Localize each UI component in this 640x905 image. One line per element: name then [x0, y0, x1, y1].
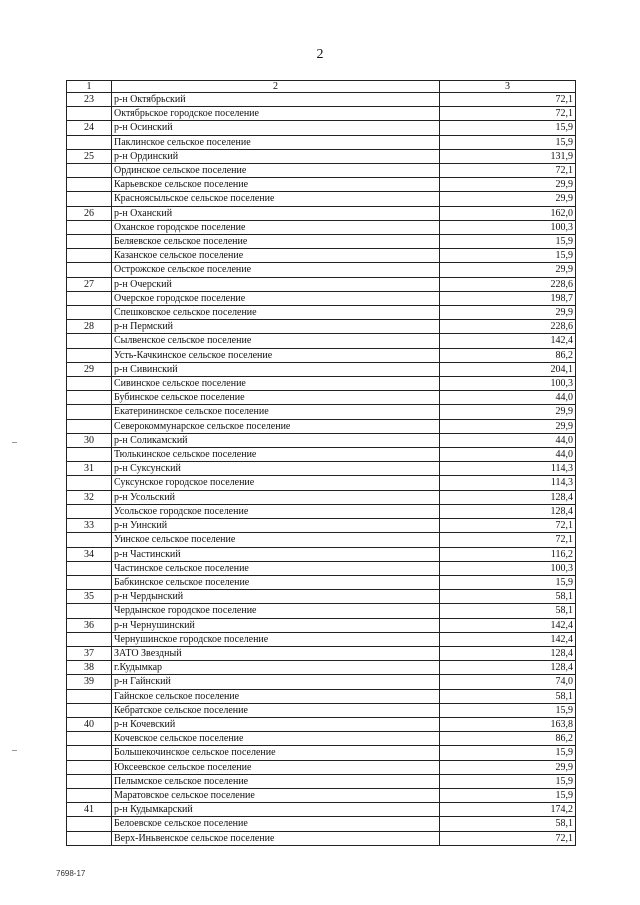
table-row: [67, 590, 576, 604]
amount-value: 128,4: [440, 646, 576, 660]
table-row: [67, 604, 576, 618]
amount-value: 44,0: [440, 391, 576, 405]
row-number: [67, 391, 112, 405]
row-number: [67, 249, 112, 263]
table-row: [67, 618, 576, 632]
territory-name: Екатерининское сельское поселение: [112, 405, 440, 419]
territory-name: р-н Кочевский: [112, 717, 440, 731]
table-row: [67, 547, 576, 561]
table-row: [67, 675, 576, 689]
table-row: [67, 803, 576, 817]
territory-name: Сылвенское сельское поселение: [112, 334, 440, 348]
amount-value: 44,0: [440, 433, 576, 447]
table-row: [67, 689, 576, 703]
territory-name: Уинское сельское поселение: [112, 533, 440, 547]
row-number: [67, 831, 112, 845]
table-row: [67, 235, 576, 249]
amount-value: 15,9: [440, 703, 576, 717]
amount-value: 58,1: [440, 689, 576, 703]
table-row: [67, 533, 576, 547]
amount-value: 72,1: [440, 93, 576, 107]
amount-value: 15,9: [440, 235, 576, 249]
amount-value: 114,3: [440, 462, 576, 476]
territory-name: р-н Уинский: [112, 519, 440, 533]
row-number: [67, 220, 112, 234]
amount-value: 15,9: [440, 788, 576, 802]
row-number: [67, 107, 112, 121]
row-number: [67, 306, 112, 320]
amount-value: 142,4: [440, 334, 576, 348]
amount-value: 72,1: [440, 533, 576, 547]
amount-value: 58,1: [440, 604, 576, 618]
row-number: [67, 561, 112, 575]
table-row: [67, 788, 576, 802]
table-row: [67, 490, 576, 504]
territory-name: Карьевское сельское поселение: [112, 178, 440, 192]
row-number: 31: [67, 462, 112, 476]
row-number: [67, 689, 112, 703]
territory-name: Верх-Иньвенское сельское поселение: [112, 831, 440, 845]
territory-name: г.Кудымкар: [112, 661, 440, 675]
territory-name: Бабкинское сельское поселение: [112, 575, 440, 589]
territory-name: Гайнское сельское поселение: [112, 689, 440, 703]
amount-value: 58,1: [440, 817, 576, 831]
table-row: [67, 362, 576, 376]
amount-value: 15,9: [440, 249, 576, 263]
territory-name: р-н Соликамский: [112, 433, 440, 447]
territory-name: Кебратское сельское поселение: [112, 703, 440, 717]
amount-value: 72,1: [440, 107, 576, 121]
table-row: [67, 774, 576, 788]
territory-name: Большекочинское сельское поселение: [112, 746, 440, 760]
row-number: [67, 533, 112, 547]
amount-value: 142,4: [440, 618, 576, 632]
table-row: [67, 703, 576, 717]
row-number: 27: [67, 277, 112, 291]
row-number: 39: [67, 675, 112, 689]
amount-value: 204,1: [440, 362, 576, 376]
row-number: [67, 235, 112, 249]
amount-value: 58,1: [440, 590, 576, 604]
table-row: [67, 419, 576, 433]
row-number: [67, 405, 112, 419]
row-number: [67, 334, 112, 348]
table-row: [67, 732, 576, 746]
table-row: [67, 121, 576, 135]
territory-name: р-н Октябрьский: [112, 93, 440, 107]
row-number: [67, 348, 112, 362]
table-row: [67, 561, 576, 575]
row-number: 37: [67, 646, 112, 660]
table-row: [67, 249, 576, 263]
amount-value: 163,8: [440, 717, 576, 731]
table-row: [67, 405, 576, 419]
table-row: [67, 391, 576, 405]
table-row: [67, 476, 576, 490]
territory-name: Октябрьское городское поселение: [112, 107, 440, 121]
amount-value: 116,2: [440, 547, 576, 561]
table-row: [67, 746, 576, 760]
table-row: [67, 575, 576, 589]
row-number: [67, 632, 112, 646]
amount-value: 86,2: [440, 348, 576, 362]
row-number: [67, 703, 112, 717]
territory-name: Юксеевское сельское поселение: [112, 760, 440, 774]
row-number: [67, 760, 112, 774]
territory-name: р-н Усольский: [112, 490, 440, 504]
table-row: [67, 646, 576, 660]
table-row: [67, 135, 576, 149]
table-row: [67, 334, 576, 348]
row-number: [67, 788, 112, 802]
row-number: [67, 575, 112, 589]
territory-name: Очерское городское поселение: [112, 291, 440, 305]
row-number: [67, 504, 112, 518]
amount-value: 29,9: [440, 306, 576, 320]
row-number: 35: [67, 590, 112, 604]
territory-name: р-н Ординский: [112, 149, 440, 163]
row-number: 25: [67, 149, 112, 163]
row-number: [67, 377, 112, 391]
amount-value: 198,7: [440, 291, 576, 305]
table-row: [67, 519, 576, 533]
territory-name: р-н Осинский: [112, 121, 440, 135]
table-row: [67, 277, 576, 291]
row-number: [67, 746, 112, 760]
table-row: [67, 320, 576, 334]
table-row: [67, 348, 576, 362]
row-number: 41: [67, 803, 112, 817]
amount-value: 128,4: [440, 504, 576, 518]
table-row: [67, 448, 576, 462]
table-row: [67, 632, 576, 646]
amount-value: 228,6: [440, 277, 576, 291]
territory-name: Беляевское сельское поселение: [112, 235, 440, 249]
amount-value: 72,1: [440, 831, 576, 845]
territory-name: р-н Гайнский: [112, 675, 440, 689]
row-number: 32: [67, 490, 112, 504]
column-header-3: 3: [440, 81, 576, 93]
row-number: 38: [67, 661, 112, 675]
territory-name: Тюлькинское сельское поселение: [112, 448, 440, 462]
row-number: [67, 732, 112, 746]
document-code: 7698-17: [56, 869, 86, 878]
territory-name: р-н Суксунский: [112, 462, 440, 476]
territory-name: Усольское городское поселение: [112, 504, 440, 518]
table-row: [67, 291, 576, 305]
amount-value: 74,0: [440, 675, 576, 689]
table-row: [67, 206, 576, 220]
territory-name: Бубинское сельское поселение: [112, 391, 440, 405]
row-number: 29: [67, 362, 112, 376]
territory-name: р-н Сивинский: [112, 362, 440, 376]
territory-name: р-н Пермский: [112, 320, 440, 334]
amount-value: 142,4: [440, 632, 576, 646]
amount-value: 114,3: [440, 476, 576, 490]
row-number: [67, 291, 112, 305]
table-row: [67, 149, 576, 163]
margin-mark: [12, 750, 17, 751]
territory-name: ЗАТО Звездный: [112, 646, 440, 660]
allocation-table: [66, 80, 576, 846]
margin-mark: [12, 442, 17, 443]
row-number: [67, 135, 112, 149]
row-number: [67, 192, 112, 206]
amount-value: 44,0: [440, 448, 576, 462]
territory-name: р-н Чернушинский: [112, 618, 440, 632]
table-row: [67, 164, 576, 178]
table-row: [67, 377, 576, 391]
table-row: [67, 192, 576, 206]
territory-name: Северокоммунарское сельское поселение: [112, 419, 440, 433]
territory-name: Белоевское сельское поселение: [112, 817, 440, 831]
table-header-row: [67, 81, 576, 93]
amount-value: 174,2: [440, 803, 576, 817]
territory-name: Частинское сельское поселение: [112, 561, 440, 575]
table-row: [67, 93, 576, 107]
territory-name: Паклинское сельское поселение: [112, 135, 440, 149]
territory-name: Чердынское городское поселение: [112, 604, 440, 618]
column-header-2: 2: [112, 81, 440, 93]
table-row: [67, 831, 576, 845]
amount-value: 29,9: [440, 760, 576, 774]
amount-value: 162,0: [440, 206, 576, 220]
amount-value: 128,4: [440, 490, 576, 504]
amount-value: 15,9: [440, 121, 576, 135]
table-row: [67, 220, 576, 234]
territory-name: р-н Очерский: [112, 277, 440, 291]
amount-value: 100,3: [440, 561, 576, 575]
amount-value: 29,9: [440, 405, 576, 419]
territory-name: Спешковское сельское поселение: [112, 306, 440, 320]
row-number: [67, 448, 112, 462]
row-number: [67, 774, 112, 788]
table-row: [67, 817, 576, 831]
row-number: [67, 476, 112, 490]
amount-value: 15,9: [440, 135, 576, 149]
amount-value: 15,9: [440, 575, 576, 589]
column-header-1: 1: [67, 81, 112, 93]
amount-value: 15,9: [440, 774, 576, 788]
table-row: [67, 760, 576, 774]
amount-value: 72,1: [440, 164, 576, 178]
table-row: [67, 107, 576, 121]
territory-name: р-н Оханский: [112, 206, 440, 220]
amount-value: 72,1: [440, 519, 576, 533]
table-row: [67, 462, 576, 476]
amount-value: 100,3: [440, 377, 576, 391]
territory-name: Острожское сельское поселение: [112, 263, 440, 277]
row-number: 28: [67, 320, 112, 334]
table-row: [67, 178, 576, 192]
table-row: [67, 263, 576, 277]
amount-value: 100,3: [440, 220, 576, 234]
amount-value: 29,9: [440, 419, 576, 433]
row-number: 34: [67, 547, 112, 561]
territory-name: Пелымское сельское поселение: [112, 774, 440, 788]
territory-name: Усть-Качкинское сельское поселение: [112, 348, 440, 362]
table-row: [67, 661, 576, 675]
row-number: [67, 419, 112, 433]
territory-name: Суксунское городское поселение: [112, 476, 440, 490]
row-number: 24: [67, 121, 112, 135]
territory-name: Маратовское сельское поселение: [112, 788, 440, 802]
amount-value: 228,6: [440, 320, 576, 334]
amount-value: 29,9: [440, 192, 576, 206]
territory-name: р-н Кудымкарский: [112, 803, 440, 817]
row-number: [67, 178, 112, 192]
page-number: 2: [316, 47, 324, 62]
row-number: 26: [67, 206, 112, 220]
territory-name: р-н Частинский: [112, 547, 440, 561]
amount-value: 86,2: [440, 732, 576, 746]
table-row: [67, 306, 576, 320]
amount-value: 15,9: [440, 746, 576, 760]
territory-name: Чернушинское городское поселение: [112, 632, 440, 646]
amount-value: 131,9: [440, 149, 576, 163]
territory-name: Красноясыльское сельское поселение: [112, 192, 440, 206]
territory-name: Оханское городское поселение: [112, 220, 440, 234]
territory-name: Кочевское сельское поселение: [112, 732, 440, 746]
territory-name: р-н Чердынский: [112, 590, 440, 604]
row-number: [67, 604, 112, 618]
amount-value: 29,9: [440, 178, 576, 192]
row-number: 30: [67, 433, 112, 447]
row-number: 33: [67, 519, 112, 533]
territory-name: Казанское сельское поселение: [112, 249, 440, 263]
table-row: [67, 717, 576, 731]
row-number: [67, 263, 112, 277]
row-number: [67, 817, 112, 831]
row-number: 36: [67, 618, 112, 632]
row-number: 40: [67, 717, 112, 731]
territory-name: Сивинское сельское поселение: [112, 377, 440, 391]
amount-value: 128,4: [440, 661, 576, 675]
table-row: [67, 504, 576, 518]
row-number: [67, 164, 112, 178]
row-number: 23: [67, 93, 112, 107]
table-row: [67, 433, 576, 447]
territory-name: Ординское сельское поселение: [112, 164, 440, 178]
amount-value: 29,9: [440, 263, 576, 277]
